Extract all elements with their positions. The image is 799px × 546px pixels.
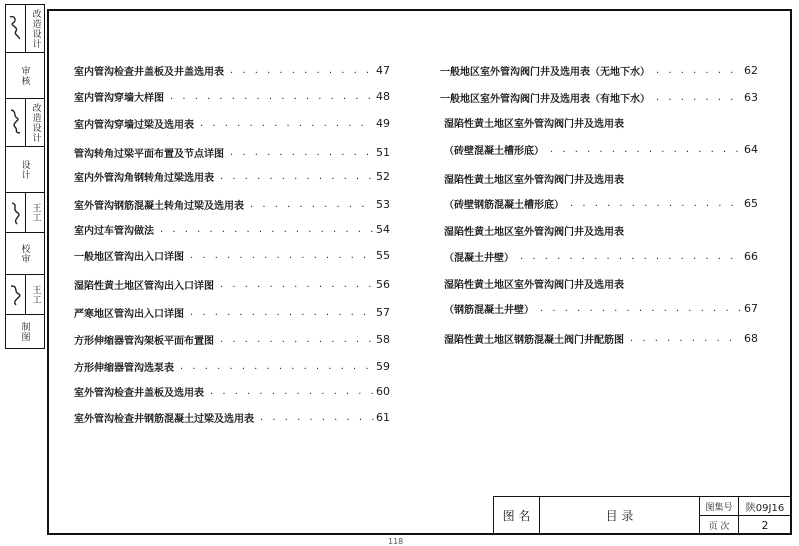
page-number: 2 [761, 518, 769, 532]
sidebar-label: 改造设计 [30, 8, 41, 49]
toc-entry-title: 湿陷性黄土地区室外管沟阀门井及选用表 [444, 174, 624, 186]
toc-entry [74, 303, 390, 321]
toc-entry-title: 湿陷性黄土地区管沟出入口详图 [74, 280, 214, 292]
toc-entry [74, 246, 390, 264]
title-block-name-label: 图 名 [502, 509, 531, 523]
signature-mark [6, 275, 26, 314]
toc-entry-title: （混凝土井壁） [444, 252, 514, 264]
sidebar-label: 王工 [30, 202, 41, 223]
title-block [493, 496, 792, 535]
toc-entry-page: 55 [376, 248, 390, 262]
toc-entry-title: 室内管沟检查井盖板及井盖选用表 [74, 66, 224, 78]
toc-entry [444, 140, 758, 158]
toc-entry [444, 194, 758, 212]
toc-entry [74, 408, 390, 426]
sidebar-cell [6, 315, 44, 348]
toc-entry-page: 66 [744, 249, 758, 263]
dot-leader [184, 250, 374, 261]
dot-leader [174, 361, 374, 372]
sidebar-label: 校审 [19, 243, 30, 264]
toc-entry-page: 49 [376, 116, 390, 130]
toc-entry [74, 330, 390, 348]
toc-entry [74, 275, 390, 293]
toc-entry-page: 51 [376, 145, 390, 159]
toc-entry-title: （砖壁混凝土槽形底） [444, 145, 544, 157]
toc-entry-page: 59 [376, 359, 390, 373]
dot-leader [164, 91, 374, 102]
dot-leader [244, 199, 374, 210]
toc-entry [440, 61, 758, 79]
toc-entry-title: 室内管沟穿墙过梁及选用表 [74, 119, 194, 131]
toc-entry-page: 53 [376, 197, 390, 211]
dot-leader [214, 334, 374, 345]
toc-entry-title: 湿陷性黄土地区钢筋混凝土阀门井配筋图 [444, 334, 624, 346]
toc-entry-title: 湿陷性黄土地区室外管沟阀门井及选用表 [444, 226, 624, 238]
dot-leader [224, 65, 374, 76]
dot-leader [624, 333, 742, 344]
toc-entry-heading [444, 169, 758, 187]
sidebar-cell [6, 147, 44, 193]
toc-entry-heading [444, 274, 758, 292]
toc-entry [444, 299, 758, 317]
toc-entry-title: 一般地区室外管沟阀门井及选用表（有地下水） [440, 93, 650, 105]
signature-mark [6, 5, 26, 52]
toc-entry-page: 62 [744, 63, 758, 77]
dot-leader [184, 307, 374, 318]
toc-entry [74, 220, 390, 238]
toc-entry [74, 167, 390, 185]
sidebar-cell [6, 233, 44, 275]
toc-entry-page: 68 [744, 331, 758, 345]
dot-leader [224, 147, 374, 158]
toc-entry [440, 88, 758, 106]
sidebar-cell [6, 99, 44, 147]
toc-entry-page: 47 [376, 63, 390, 77]
toc-entry-page: 57 [376, 305, 390, 319]
dot-leader [650, 65, 742, 76]
sidebar-label: 设计 [19, 159, 30, 180]
toc-entry-page: 64 [744, 142, 758, 156]
toc-entry [74, 61, 390, 79]
sheet-index-mark: 118 [388, 537, 404, 546]
toc-entry-page: 61 [376, 410, 390, 424]
toc-entry-title: 管沟转角过梁平面布置及节点详图 [74, 148, 224, 160]
toc-entry-page: 56 [376, 277, 390, 291]
page-label: 页 次 [708, 521, 730, 532]
dot-leader [650, 92, 742, 103]
toc-entry-title: 室内外管沟角钢转角过梁选用表 [74, 172, 214, 184]
toc-entry-title: 方形伸缩器管沟架板平面布置图 [74, 335, 214, 347]
toc-entry-heading [444, 113, 758, 131]
dot-leader [254, 412, 374, 423]
toc-entry-page: 65 [744, 196, 758, 210]
sidebar-label: 王工 [30, 284, 41, 305]
toc-entry-page: 60 [376, 384, 390, 398]
dot-leader [214, 171, 374, 182]
toc-entry [74, 143, 390, 161]
toc-entry [74, 87, 390, 105]
sidebar-cell [6, 193, 44, 233]
toc-entry-title: 严寒地区管沟出入口详图 [74, 308, 184, 320]
dot-leader [564, 198, 742, 209]
toc-entry-title: 一般地区管沟出入口详图 [74, 251, 184, 263]
sidebar-label: 审核 [19, 65, 30, 86]
toc-entry-page: 52 [376, 169, 390, 183]
toc-entry-title: 室外管沟检查井盖板及选用表 [74, 387, 204, 399]
toc-entry-heading [444, 221, 758, 239]
dot-leader [204, 386, 374, 397]
dot-leader [544, 144, 742, 155]
toc-entry-page: 58 [376, 332, 390, 346]
dot-leader [154, 224, 374, 235]
signature-strip [5, 4, 45, 349]
toc-entry [74, 382, 390, 400]
toc-entry-title: 方形伸缩器管沟选泵表 [74, 362, 174, 374]
sidebar-cell [6, 53, 44, 99]
sidebar-cell [6, 275, 44, 315]
toc-entry-page: 48 [376, 89, 390, 103]
set-number-label: 图集号 [705, 502, 733, 513]
sidebar-label: 改造设计 [30, 102, 41, 143]
sidebar-label: 制图 [19, 321, 30, 342]
signature-mark [6, 99, 26, 146]
toc-entry-title: 室内管沟穿墙大样图 [74, 92, 164, 104]
toc-entry [74, 357, 390, 375]
toc-entry-title: 湿陷性黄土地区室外管沟阀门井及选用表 [444, 279, 624, 291]
toc-entry [444, 329, 758, 347]
dot-leader [194, 118, 374, 129]
toc-entry [74, 195, 390, 213]
set-number: 陕09J16 [745, 502, 785, 514]
toc-entry-page: 63 [744, 90, 758, 104]
signature-mark [6, 193, 26, 232]
toc-entry-title: 室内过车管沟做法 [74, 225, 154, 237]
toc-entry-title: 室外管沟钢筋混凝土转角过梁及选用表 [74, 200, 244, 212]
toc-entry-title: 室外管沟检查井钢筋混凝土过梁及选用表 [74, 413, 254, 425]
toc-entry-title: 一般地区室外管沟阀门井及选用表（无地下水） [440, 66, 650, 78]
drawing-title: 目 录 [605, 509, 634, 523]
dot-leader [514, 251, 742, 262]
dot-leader [214, 279, 374, 290]
toc-entry-title: （砖壁钢筋混凝土槽形底） [444, 199, 564, 211]
toc-entry-title: 湿陷性黄土地区室外管沟阀门井及选用表 [444, 118, 624, 130]
sidebar-cell [6, 5, 44, 53]
toc-entry-page: 67 [744, 301, 758, 315]
toc-entry [444, 247, 758, 265]
dot-leader [534, 303, 742, 314]
toc-entry-page: 54 [376, 222, 390, 236]
toc-entry [74, 114, 390, 132]
toc-entry-title: （钢筋混凝土井壁） [444, 304, 534, 316]
